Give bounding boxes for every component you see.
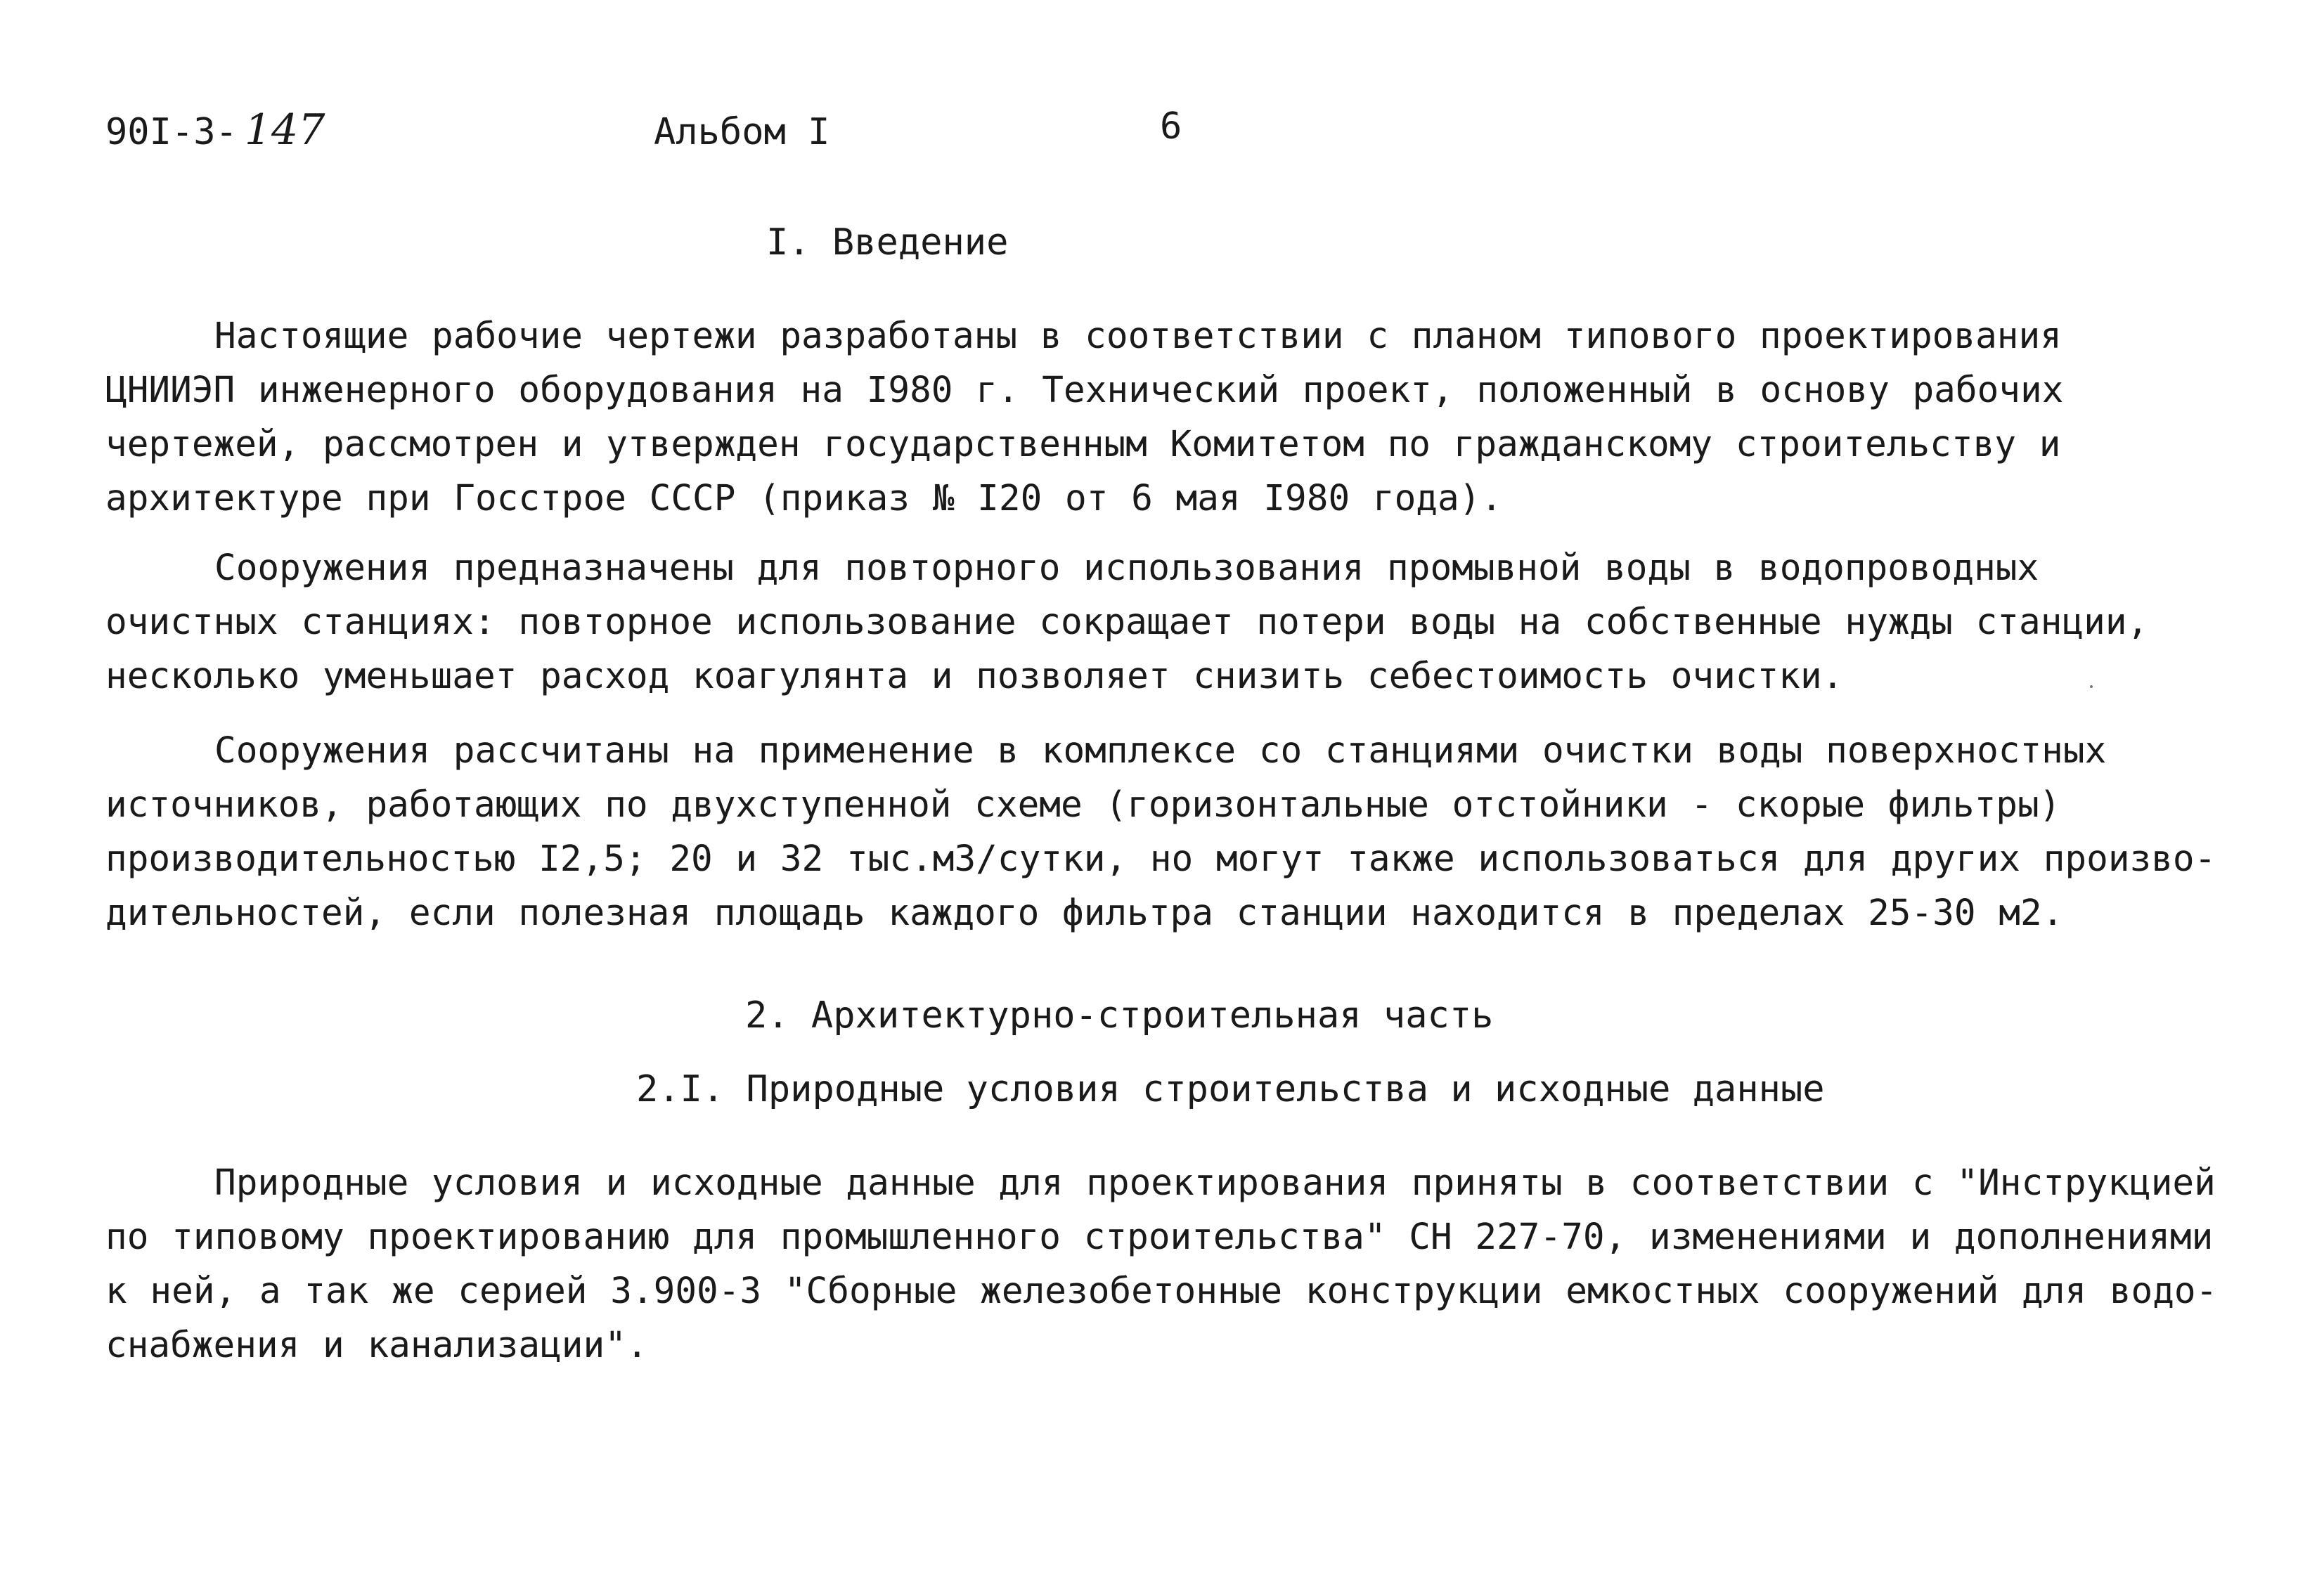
paragraph-line: к ней, а так же серией 3.900-3 "Сборные железобетонные конструкции емкостных сооружений для водо-: [105, 1271, 2218, 1312]
paragraph-2: [105, 541, 2249, 703]
paragraph-line: архитектуре при Госстрое СССР (приказ № I20 от 6 мая I980 года).: [105, 478, 1503, 519]
scan-speck: [2090, 685, 2093, 688]
subsection-heading-natural-conditions: 2.I. Природные условия строительства и исходные данные: [636, 1068, 1825, 1110]
document-code: [105, 105, 325, 155]
paragraph-line: ЦНИИЭП инженерного оборудования на I980 г. Технический проект, положенный в основу рабочих: [105, 370, 2064, 411]
paragraph-line: дительностей, если полезная площадь каждого фильтра станции находится в пределах 25-30 м2.: [105, 893, 2064, 934]
paragraph-line: по типовому проектированию для промышленного строительства" СН 227-70, изменениями и дополнениями: [105, 1216, 2214, 1258]
paragraph-line: снабжения и канализации".: [105, 1325, 648, 1366]
section-heading-introduction: I. Введение: [766, 221, 1009, 264]
album-label: Альбом I: [654, 111, 830, 153]
paragraph-line: Сооружения предназначены для повторного использования промывной воды в водопроводных: [214, 547, 2039, 589]
paragraph-line: производительностью I2,5; 20 и 32 тыс.м3/сутки, но могут также использоваться для других произво-: [105, 838, 2216, 880]
paragraph-4: [105, 1156, 2249, 1372]
paragraph-line: Настоящие рабочие чертежи разработаны в соответствии с планом типового проектирования: [214, 316, 2062, 357]
paragraph-line: источников, работающих по двухступенной схеме (горизонтальные отстойники - скорые фильтры): [105, 784, 2061, 826]
document-code-prefix: 90I-3-: [105, 111, 238, 153]
paragraph-1: [105, 309, 2249, 526]
section-heading-architecture: 2. Архитектурно-строительная часть: [745, 994, 1494, 1037]
document-code-handwritten-number: 147: [244, 105, 325, 155]
paragraph-line: чертежей, рассмотрен и утвержден государственным Комитетом по гражданскому строительству и: [105, 424, 2061, 465]
paragraph-3: [105, 724, 2249, 940]
paragraph-line: Сооружения рассчитаны на применение в комплексе со станциями очистки воды поверхностных: [214, 730, 2107, 772]
paragraph-line: несколько уменьшает расход коагулянта и позволяет снизить себестоимость очистки.: [105, 656, 1844, 697]
paragraph-line: очистных станциях: повторное использование сокращает потери воды на собственные нужды станции,: [105, 602, 2149, 643]
page-number: 6: [1160, 105, 1182, 148]
paragraph-line: Природные условия и исходные данные для проектирования приняты в соответствии с "Инструкцией: [214, 1162, 2216, 1204]
